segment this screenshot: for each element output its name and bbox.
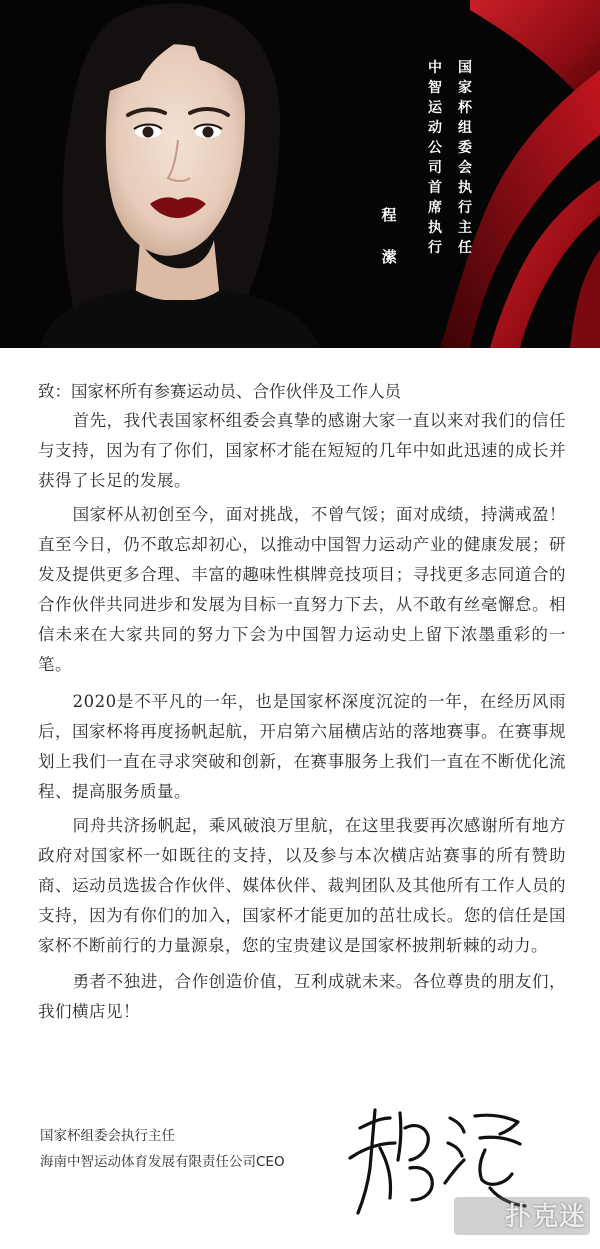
letter-salutation: 致：国家杯所有参赛运动员、合作伙伴及工作人员 [38, 382, 401, 401]
sign-title-line1: 国家杯组委会执行主任 [40, 1128, 175, 1144]
header-name: 程潆 [381, 206, 397, 266]
sign-title-line2: 海南中智运动体育发展有限责任公司CEO [40, 1154, 285, 1170]
letter-body [0, 348, 600, 1249]
letter-paragraph-3: 2020是不平凡的一年，也是国家杯深度沉淀的一年，在经历风雨后，国家杯将再度扬帆起航，开启第六届横店站的落地赛事。在赛事规划上我们一直在寻求突破和创新，在赛事服务上我们一直在不断优化流程、提高服务质量。 [38, 692, 566, 801]
portrait-illustration [0, 0, 600, 348]
letter-paragraph-2: 国家杯从初创至今，面对挑战，不曾气馁；面对成绩，持满戒盈！直至今日，仍不敢忘却初心，以推动中国智力运动产业的健康发展；研发及提供更多合理、丰富的趣味性棋牌竞技项目；寻找更多志同道合的合作伙伴共同进步和发展为目标一直努力下去，从不敢有丝毫懈怠。相信未来在大家共同的努力下会为中国智力运动史上留下浓墨重彩的一笔。 [38, 505, 566, 674]
watermark-text: 扑克迷 [504, 1202, 586, 1232]
letter-paragraph-5: 勇者不独进，合作创造价值，互利成就未来。各位尊贵的朋友们，我们横店见！ [38, 972, 566, 1021]
header-banner [0, 0, 600, 348]
header-title-line1: 国家杯组委会执行主任 [458, 60, 472, 256]
letter-paragraph-4: 同舟共济扬帆起，乘风破浪万里航，在这里我要再次感谢所有地方政府对国家杯一如既往的支持，以及参与本次横店站赛事的所有赞助商、运动员选拔合作伙伴、媒体伙伴、裁判团队及其他所有工作人员的支持，因为有你们的加入，国家杯才能更加的茁壮成长。您的信任是国家杯不断前行的力量源泉，您的宝贵建议是国家杯披荆斩棘的动力。 [38, 816, 566, 955]
signature-block [40, 1123, 285, 1175]
header-title-line2: 中智运动公司首席执行 [428, 60, 442, 256]
letter-paragraph-1: 首先，我代表国家杯组委会真挚的感谢大家一直以来对我们的信任与支持，因为有了你们，国家杯才能在短短的几年中如此迅速的成长并获得了长足的发展。 [38, 411, 566, 490]
